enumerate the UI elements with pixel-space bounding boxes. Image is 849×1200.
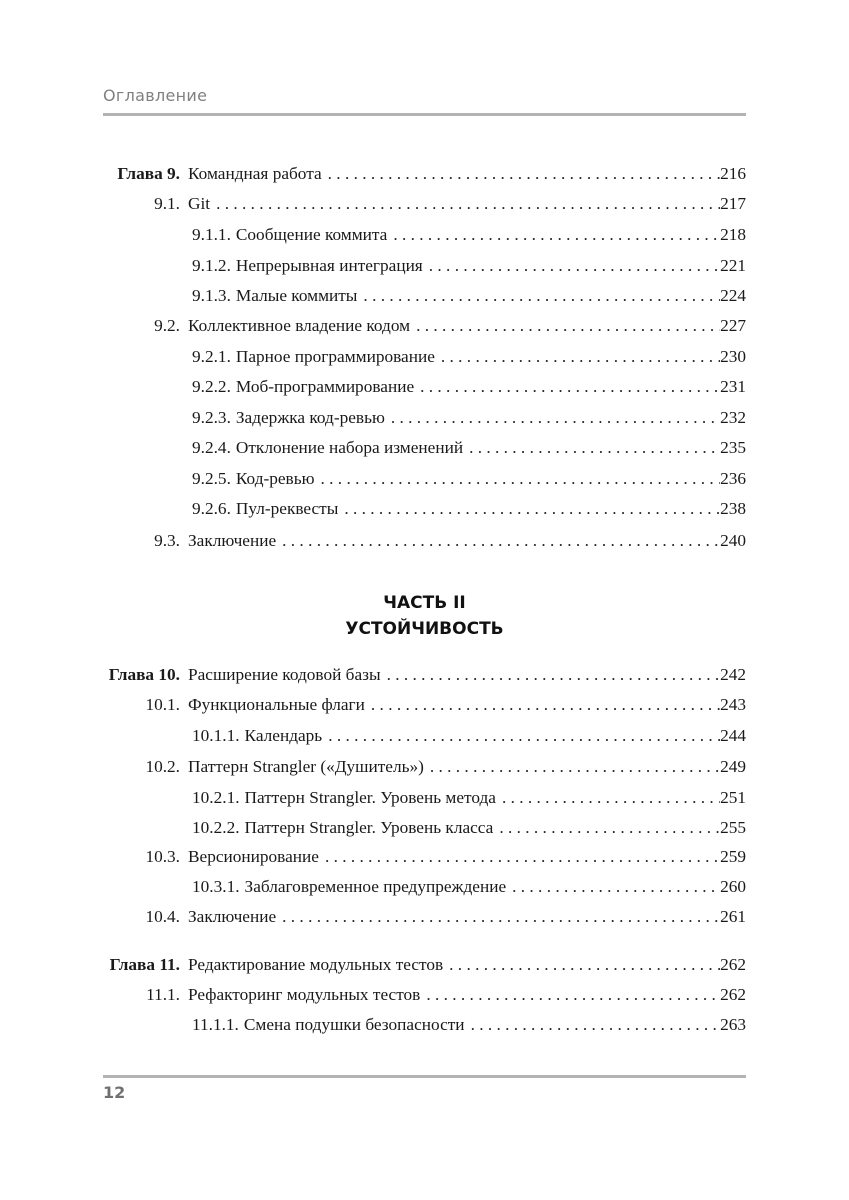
toc-entry-subsection[interactable] xyxy=(90,345,746,369)
toc-entry-number: 10.1.1. xyxy=(192,726,240,745)
dot-leader xyxy=(276,905,720,929)
toc-entry-subsection[interactable] xyxy=(90,284,746,308)
dot-leader xyxy=(322,724,720,748)
toc-entry-number: 10.4. xyxy=(145,907,180,926)
toc-entry-number: 9.3. xyxy=(154,531,180,550)
toc-entry-page: 227 xyxy=(720,316,746,335)
toc-entry-title: Заблаговременное предупреждение xyxy=(244,877,507,896)
toc-entry-subsection[interactable] xyxy=(90,816,746,840)
dot-leader xyxy=(315,467,721,491)
toc-entry-number: 10.3. xyxy=(145,847,180,866)
dot-leader xyxy=(465,1013,721,1037)
dot-leader xyxy=(506,875,720,899)
dot-leader xyxy=(385,406,720,430)
toc-entry-title: Коллективное владение кодом xyxy=(188,316,411,335)
toc-entry-title: Заключение xyxy=(188,907,277,926)
toc-entry-page: 224 xyxy=(720,286,746,305)
toc-entry-page: 217 xyxy=(720,194,746,213)
toc-entry-subsection[interactable] xyxy=(90,436,746,460)
toc-entry-title: Малые коммиты xyxy=(235,286,358,305)
toc-entry-subsection[interactable] xyxy=(90,786,746,810)
toc-entry-number: 10.2. xyxy=(145,757,180,776)
toc-entry-number: 9.2.4. xyxy=(192,438,231,457)
toc-entry-page: 261 xyxy=(720,907,746,926)
toc-entry-page: 231 xyxy=(720,377,746,396)
toc-entry-number: 9.2.5. xyxy=(192,469,231,488)
part-title: УСТОЙЧИВОСТЬ xyxy=(345,619,504,639)
toc-entry-subsection[interactable] xyxy=(90,406,746,430)
toc-entry-subsection[interactable] xyxy=(90,254,746,278)
toc-entry-title: Задержка код-ревью xyxy=(235,408,385,427)
toc-entry-page: 230 xyxy=(720,347,746,366)
toc-entry-title: Сообщение коммита xyxy=(235,225,388,244)
toc-entry-number: 9.2. xyxy=(154,316,180,335)
dot-leader xyxy=(496,786,720,810)
dot-leader xyxy=(338,497,720,521)
toc-entry-subsection[interactable] xyxy=(90,875,746,899)
toc-entry-subsection[interactable] xyxy=(90,1013,746,1037)
toc-entry-title: Паттерн Strangler. Уровень класса xyxy=(244,818,494,837)
toc-entry-title: Код-ревью xyxy=(235,469,315,488)
toc-entry-title: Редактирование модульных тестов xyxy=(188,955,444,974)
toc-entry-number: 9.2.2. xyxy=(192,377,231,396)
toc-entry-title: Смена подушки безопасности xyxy=(243,1015,465,1034)
toc-entry-section[interactable] xyxy=(90,314,746,338)
toc-entry-subsection[interactable] xyxy=(90,497,746,521)
toc-entry-page: 244 xyxy=(720,726,746,745)
toc-entry-subsection[interactable] xyxy=(90,375,746,399)
toc-entry-page: 235 xyxy=(720,438,746,457)
toc-entry-number: Глава 11. xyxy=(109,955,180,974)
toc-entry-number: 9.2.3. xyxy=(192,408,231,427)
toc-entry-number: 11.1. xyxy=(146,985,180,1004)
dot-leader xyxy=(276,529,720,553)
toc-entry-page: 260 xyxy=(720,877,746,896)
toc-entry-title: Рефакторинг модульных тестов xyxy=(188,985,421,1004)
toc-entry-section[interactable] xyxy=(90,192,746,216)
toc-entry-number: 9.2.1. xyxy=(192,347,231,366)
dot-leader xyxy=(420,983,720,1007)
toc-entry-page: 240 xyxy=(720,531,746,550)
toc-entry-number: 10.1. xyxy=(145,695,180,714)
toc-entry-subsection[interactable] xyxy=(90,467,746,491)
toc-entry-number: Глава 9. xyxy=(117,164,180,183)
toc-entry-title: Моб-программирование xyxy=(235,377,415,396)
toc-entry-section[interactable] xyxy=(90,983,746,1007)
dot-leader xyxy=(357,284,720,308)
header-rule xyxy=(103,113,746,116)
toc-entry-title: Паттерн Strangler. Уровень метода xyxy=(244,788,496,807)
page-number: 12 xyxy=(103,1083,126,1102)
toc-entry-number: 10.2.1. xyxy=(192,788,240,807)
toc-entry-page: 242 xyxy=(720,665,746,684)
dot-leader xyxy=(493,816,720,840)
dot-leader xyxy=(319,845,720,869)
dot-leader xyxy=(423,254,720,278)
dot-leader xyxy=(424,755,720,779)
toc-entry-page: 243 xyxy=(720,695,746,714)
toc-entry-page: 232 xyxy=(720,408,746,427)
dot-leader xyxy=(387,223,720,247)
dot-leader xyxy=(381,663,721,687)
toc-entry-title: Функциональные флаги xyxy=(188,695,365,714)
toc-entry-subsection[interactable] xyxy=(90,724,746,748)
dot-leader xyxy=(210,192,720,216)
toc-entry-number: 9.1.3. xyxy=(192,286,231,305)
toc-entry-title: Расширение кодовой базы xyxy=(188,665,381,684)
toc-entry-page: 218 xyxy=(720,225,746,244)
toc-entry-page: 259 xyxy=(720,847,746,866)
toc-entry-section[interactable] xyxy=(90,529,746,553)
toc-entry-chapter[interactable] xyxy=(90,162,746,186)
toc-entry-page: 263 xyxy=(720,1015,746,1034)
toc-entry-page: 262 xyxy=(720,985,746,1004)
dot-leader xyxy=(463,436,720,460)
dot-leader xyxy=(435,345,720,369)
toc-entry-number: 11.1.1. xyxy=(192,1015,239,1034)
toc-entry-page: 216 xyxy=(720,164,746,183)
dot-leader xyxy=(414,375,720,399)
toc-entry-number: 9.2.6. xyxy=(192,499,231,518)
footer-rule xyxy=(103,1075,746,1078)
toc-entry-title: Парное программирование xyxy=(235,347,435,366)
dot-leader xyxy=(443,953,720,977)
toc-entry-section[interactable] xyxy=(90,845,746,869)
running-title: Оглавление xyxy=(103,86,208,105)
toc-entry-title: Заключение xyxy=(188,531,277,550)
toc-entry-page: 221 xyxy=(720,256,746,275)
toc-entry-title: Командная работа xyxy=(188,164,322,183)
toc-entry-number: 9.1.1. xyxy=(192,225,231,244)
part-label: ЧАСТЬ II xyxy=(383,593,466,613)
toc-entry-title: Отклонение набора изменений xyxy=(235,438,464,457)
toc-entry-page: 249 xyxy=(720,757,746,776)
toc-entry-subsection[interactable] xyxy=(90,223,746,247)
dot-leader xyxy=(322,162,720,186)
toc-entry-number: Глава 10. xyxy=(108,665,180,684)
toc-entry-title: Календарь xyxy=(244,726,323,745)
toc-entry-section[interactable] xyxy=(90,693,746,717)
toc-entry-section[interactable] xyxy=(90,905,746,929)
toc-entry-chapter[interactable] xyxy=(90,663,746,687)
toc-entry-title: Паттерн Strangler («Душитель») xyxy=(188,757,424,776)
toc-entry-page: 255 xyxy=(720,818,746,837)
toc-entry-chapter[interactable] xyxy=(90,953,746,977)
toc-entry-page: 262 xyxy=(720,955,746,974)
toc-entry-number: 10.3.1. xyxy=(192,877,240,896)
toc-entry-page: 251 xyxy=(720,788,746,807)
dot-leader xyxy=(365,693,720,717)
dot-leader xyxy=(410,314,720,338)
toc-entry-title: Git xyxy=(188,194,211,213)
toc-entry-page: 236 xyxy=(720,469,746,488)
toc-entry-title: Непрерывная интеграция xyxy=(235,256,423,275)
toc-entry-number: 9.1. xyxy=(154,194,180,213)
toc-entry-number: 9.1.2. xyxy=(192,256,231,275)
toc-entry-number: 10.2.2. xyxy=(192,818,240,837)
toc-entry-title: Пул-реквесты xyxy=(235,499,339,518)
toc-entry-page: 238 xyxy=(720,499,746,518)
toc-entry-section[interactable] xyxy=(90,755,746,779)
toc-entry-title: Версионирование xyxy=(188,847,319,866)
